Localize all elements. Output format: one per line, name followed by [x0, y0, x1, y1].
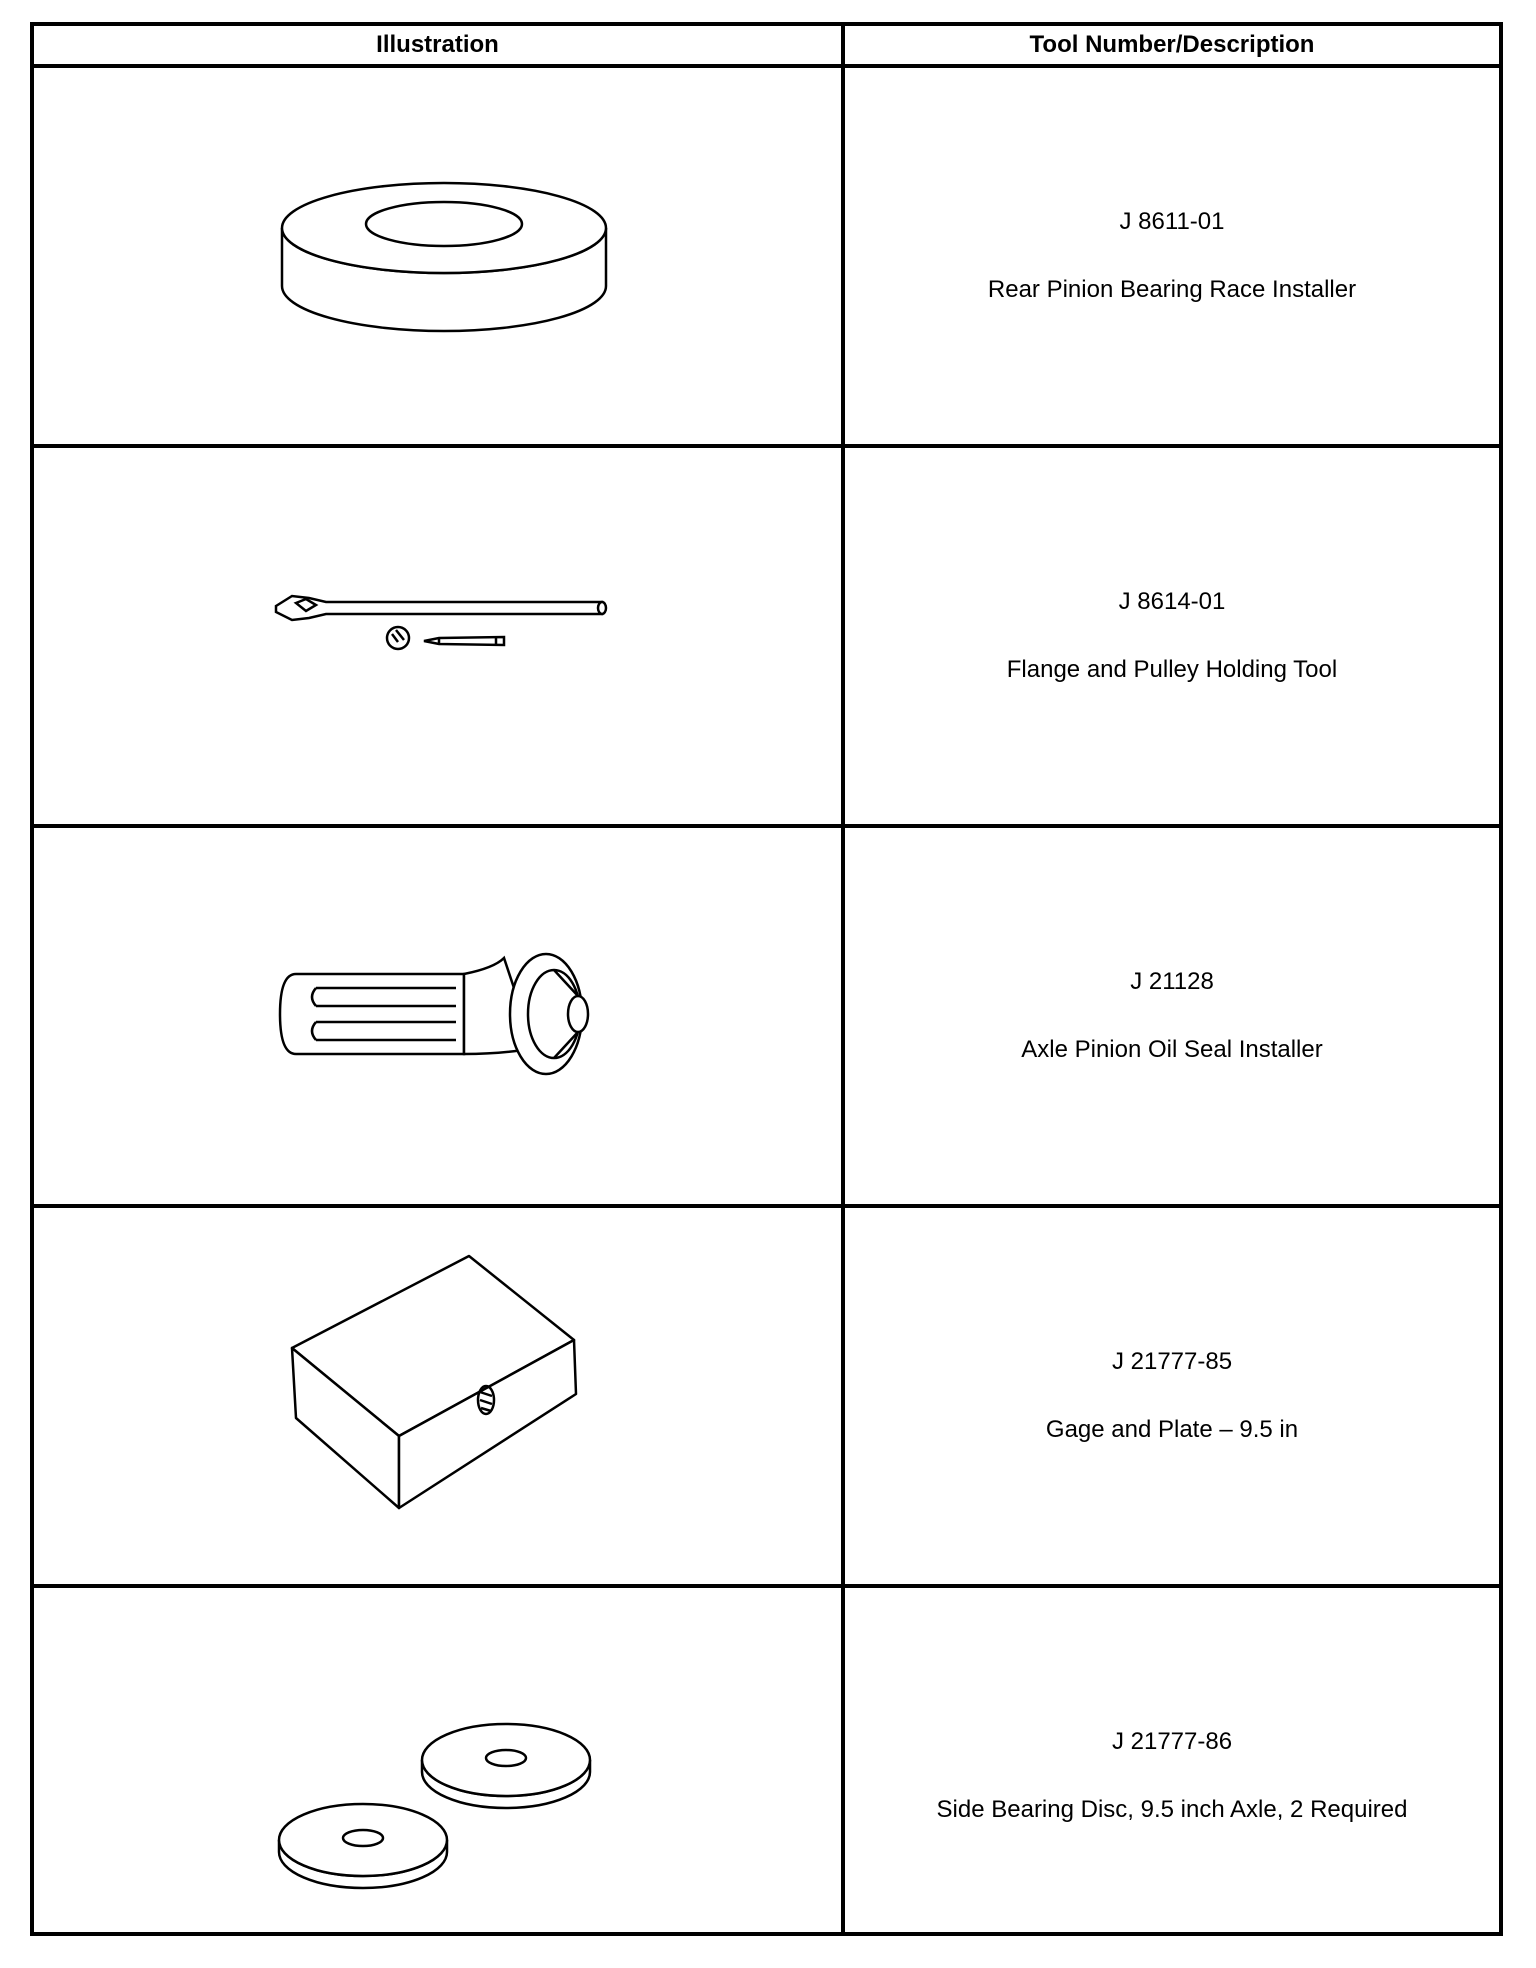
tool-table [30, 22, 1503, 1936]
description-column-header: Tool Number/Description [1029, 31, 1315, 58]
description-cell [845, 828, 1499, 1204]
tool-number: J 8614-01 [1118, 588, 1226, 615]
tool-number: J 21777-85 [1111, 1348, 1233, 1375]
oil-seal-installer-icon [34, 828, 841, 1204]
tool-number: J 21777-86 [1111, 1728, 1233, 1755]
tool-number: J 21128 [1130, 968, 1214, 995]
description-cell [845, 1588, 1499, 1968]
tool-description: Gage and Plate – 9.5 in [1045, 1416, 1299, 1443]
illustration-cell [34, 68, 841, 444]
table-row [34, 68, 1499, 448]
tool-description: Flange and Pulley Holding Tool [1006, 656, 1338, 683]
description-cell [845, 1208, 1499, 1584]
table-row [34, 448, 1499, 828]
illustration-cell [34, 1208, 841, 1584]
side-bearing-disc-icon [34, 1588, 841, 1964]
holding-tool-icon [34, 448, 841, 824]
tool-description: Axle Pinion Oil Seal Installer [1021, 1036, 1323, 1063]
tool-number: J 8611-01 [1119, 208, 1225, 235]
illustration-column-header: Illustration [376, 31, 499, 58]
illustration-cell [34, 448, 841, 824]
table-row [34, 1588, 1499, 1968]
bearing-race-installer-icon [34, 68, 841, 444]
gage-plate-icon [34, 1208, 841, 1584]
illustration-cell [34, 1588, 841, 1968]
table-row [34, 1208, 1499, 1588]
tool-description: Side Bearing Disc, 9.5 inch Axle, 2 Required [936, 1796, 1408, 1823]
table-header-row [34, 26, 1499, 68]
table-row [34, 828, 1499, 1208]
illustration-cell [34, 828, 841, 1204]
description-cell [845, 448, 1499, 824]
tool-description: Rear Pinion Bearing Race Installer [987, 276, 1357, 303]
description-cell [845, 68, 1499, 444]
